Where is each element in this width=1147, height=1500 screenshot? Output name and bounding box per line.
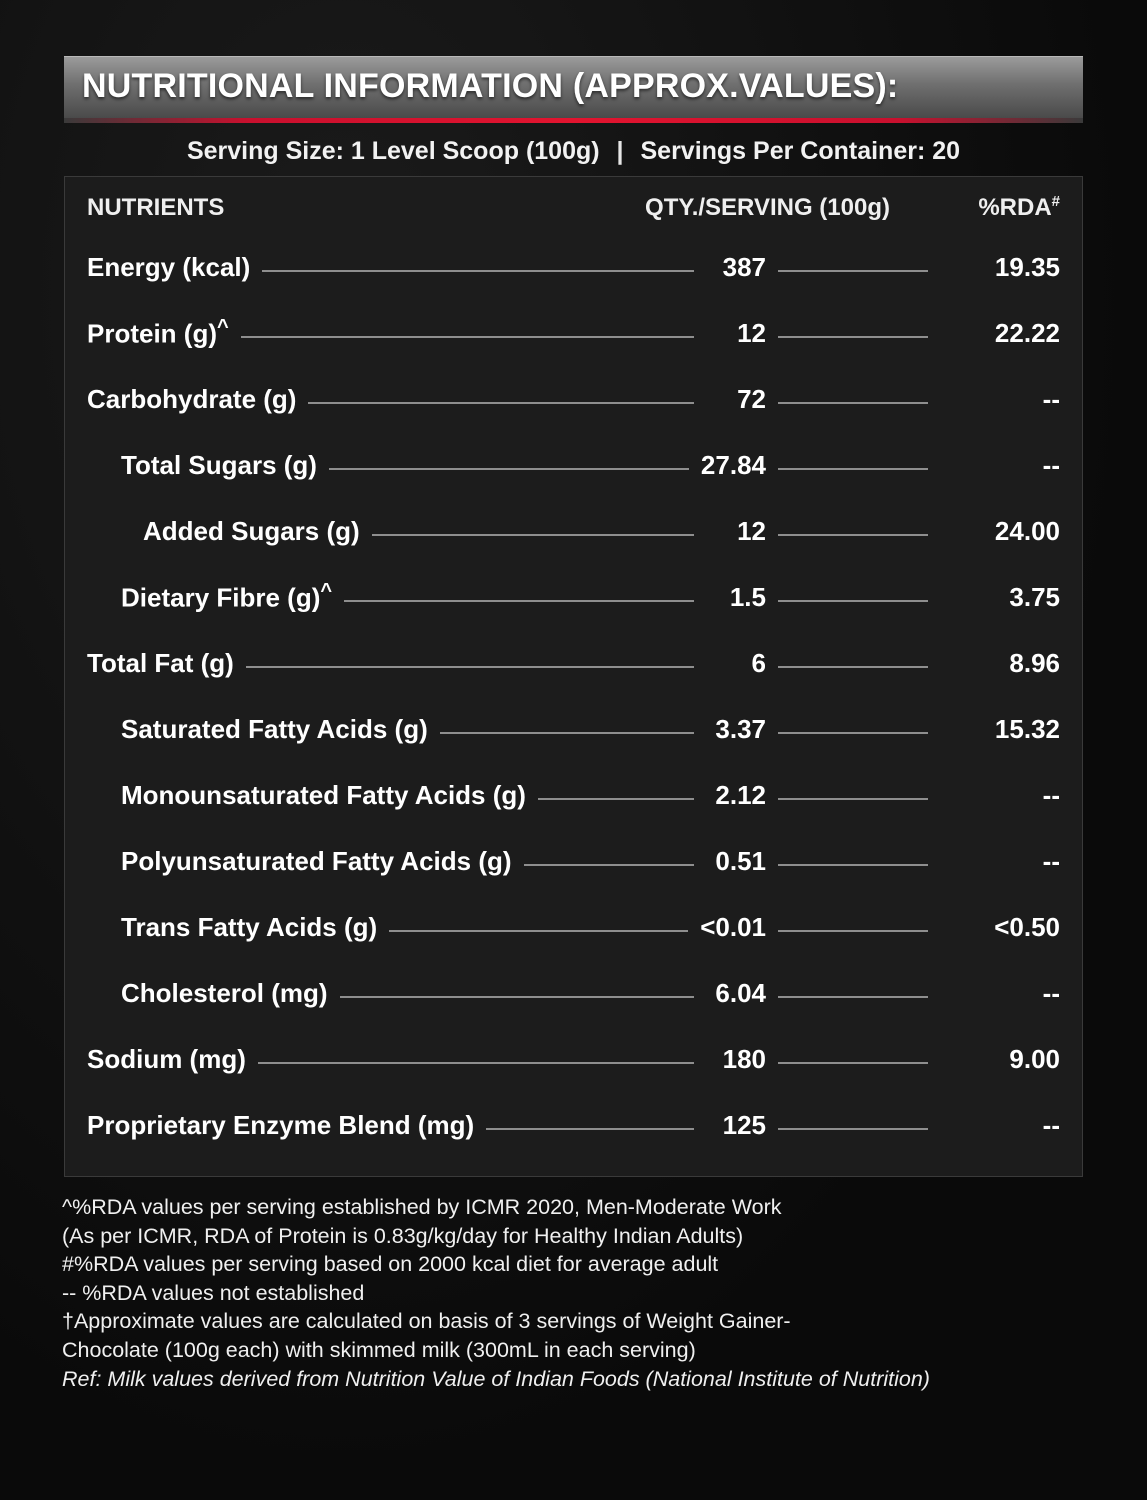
leader-rule	[778, 1062, 928, 1064]
leader-rule	[778, 402, 928, 404]
nutrient-qty-value: 180	[722, 1043, 766, 1074]
nutrient-qty-value: 3.37	[715, 713, 766, 744]
leader-rule	[778, 336, 928, 338]
nutrient-label: Total Sugars (g)	[121, 449, 317, 480]
nutrient-qty-value: 12	[737, 515, 766, 546]
leader-rule	[778, 534, 928, 536]
leader-rule	[329, 468, 689, 470]
leader-rule	[778, 864, 928, 866]
nutrient-label: Protein (g)^	[87, 316, 229, 349]
nutrient-qty-value: 27.84	[700, 449, 766, 480]
leader-rule	[778, 1128, 928, 1130]
nutrient-label: Carbohydrate (g)	[87, 383, 297, 414]
leader-rule	[308, 402, 694, 404]
footnote-caret-marker: ^	[217, 316, 229, 339]
leader-rule	[389, 930, 688, 932]
leader-rule	[778, 798, 928, 800]
nutrient-rda-value: 8.96	[1009, 647, 1060, 678]
leader-rule	[241, 336, 694, 338]
nutrient-qty-value: 387	[722, 251, 766, 282]
nutrient-qty-value: 6	[751, 647, 766, 678]
column-header-nutrients: NUTRIENTS	[87, 194, 225, 221]
nutrient-label: Dietary Fibre (g)^	[121, 580, 333, 613]
table-row	[87, 696, 1060, 762]
servings-per-container-label: Servings Per Container: 20	[640, 137, 961, 165]
nutrient-label: Cholesterol (mg)	[121, 977, 328, 1008]
nutrient-rda-value: --	[1042, 449, 1060, 480]
leader-rule	[778, 666, 928, 668]
nutrient-qty-value: 6.04	[715, 977, 766, 1008]
nutrient-qty-value: 1.5	[729, 581, 766, 612]
leader-rule	[778, 270, 928, 272]
leader-rule	[524, 864, 694, 866]
nutrient-rda-value: --	[1042, 845, 1060, 876]
page-title: NUTRITIONAL INFORMATION (APPROX.VALUES):	[82, 67, 899, 105]
nutrient-rda-value: 15.32	[994, 713, 1060, 744]
table-row	[87, 1026, 1060, 1092]
nutrient-qty-value: 12	[737, 317, 766, 348]
nutrient-label: Polyunsaturated Fatty Acids (g)	[121, 845, 512, 876]
column-header-rda-text: %RDA	[978, 194, 1052, 221]
nutrient-rda-value: 22.22	[994, 317, 1060, 348]
footnote-line: †Approximate values are calculated on basis of 3 servings of Weight Gainer-	[62, 1309, 791, 1334]
rda-hash-marker: #	[1051, 193, 1060, 210]
nutrient-qty-value: 0.51	[715, 845, 766, 876]
leader-rule	[538, 798, 694, 800]
nutrient-qty-value: <0.01	[700, 911, 766, 942]
table-row	[87, 894, 1060, 960]
leader-rule	[372, 534, 694, 536]
nutrient-qty-value: 72	[737, 383, 766, 414]
nutrient-label: Added Sugars (g)	[143, 515, 360, 546]
nutrient-rda-value: <0.50	[994, 911, 1060, 942]
table-row	[87, 498, 1060, 564]
table-row	[87, 960, 1060, 1026]
nutrient-qty-value: 2.12	[715, 779, 766, 810]
nutrient-label: Saturated Fatty Acids (g)	[121, 713, 428, 744]
nutrient-rda-value: --	[1042, 383, 1060, 414]
leader-rule	[258, 1062, 694, 1064]
footnote-line: -- %RDA values not established	[62, 1280, 365, 1305]
table-body	[87, 234, 1060, 1158]
table-row	[87, 366, 1060, 432]
table-row	[87, 432, 1060, 498]
column-header-qty: QTY./SERVING (100g)	[645, 194, 890, 221]
leader-rule	[246, 666, 694, 668]
footnote-line: ^%RDA values per serving established by ICMR 2020, Men-Moderate Work	[62, 1195, 782, 1219]
footnote-line: Ref: Milk values derived from Nutrition Value of Indian Foods (National Institute of Nutrition)	[62, 1366, 930, 1391]
leader-rule	[778, 996, 928, 998]
table-row	[87, 630, 1060, 696]
table-row	[87, 762, 1060, 828]
header-banner	[64, 56, 1083, 118]
nutrient-qty-value: 125	[722, 1109, 766, 1140]
nutrient-label: Monounsaturated Fatty Acids (g)	[121, 779, 526, 810]
nutrient-label: Energy (kcal)	[87, 251, 251, 282]
column-header-rda	[890, 193, 1060, 222]
table-row	[87, 828, 1060, 894]
header-accent-rule	[64, 118, 1083, 123]
footnote-line: Chocolate (100g each) with skimmed milk (300mL in each serving)	[62, 1337, 696, 1362]
footnote-line: (As per ICMR, RDA of Protein is 0.83g/kg/day for Healthy Indian Adults)	[62, 1223, 744, 1248]
table-row	[87, 234, 1060, 300]
leader-rule	[486, 1128, 694, 1130]
leader-rule	[262, 270, 694, 272]
nutrient-label: Sodium (mg)	[87, 1043, 246, 1074]
serving-separator: |	[616, 137, 624, 165]
table-row	[87, 564, 1060, 630]
nutrient-rda-value: 24.00	[994, 515, 1060, 546]
nutrient-rda-value: 9.00	[1009, 1043, 1060, 1074]
leader-rule	[778, 600, 928, 602]
leader-rule	[778, 732, 928, 734]
footnote-line: #%RDA values per serving based on 2000 kcal diet for average adult	[62, 1252, 719, 1277]
table-row	[87, 300, 1060, 366]
nutrient-label: Total Fat (g)	[87, 647, 234, 678]
nutrient-label: Proprietary Enzyme Blend (mg)	[87, 1109, 475, 1140]
table-header-row	[87, 193, 1060, 234]
nutrient-rda-value: 3.75	[1009, 581, 1060, 612]
leader-rule	[778, 930, 928, 932]
leader-rule	[440, 732, 694, 734]
footnote-caret-marker: ^	[320, 580, 333, 603]
serving-info	[64, 137, 1083, 166]
leader-rule	[778, 468, 928, 470]
nutrient-rda-value: --	[1042, 779, 1060, 810]
nutrition-table	[64, 176, 1083, 1177]
nutrient-rda-value: --	[1042, 1109, 1060, 1140]
footnotes	[62, 1193, 1085, 1393]
serving-size-label: Serving Size: 1 Level Scoop (100g)	[186, 137, 600, 165]
leader-rule	[340, 996, 694, 998]
nutrient-rda-value: 19.35	[994, 251, 1060, 282]
nutrient-label: Trans Fatty Acids (g)	[121, 911, 378, 942]
table-row	[87, 1092, 1060, 1158]
leader-rule	[344, 600, 694, 602]
nutrient-rda-value: --	[1042, 977, 1060, 1008]
